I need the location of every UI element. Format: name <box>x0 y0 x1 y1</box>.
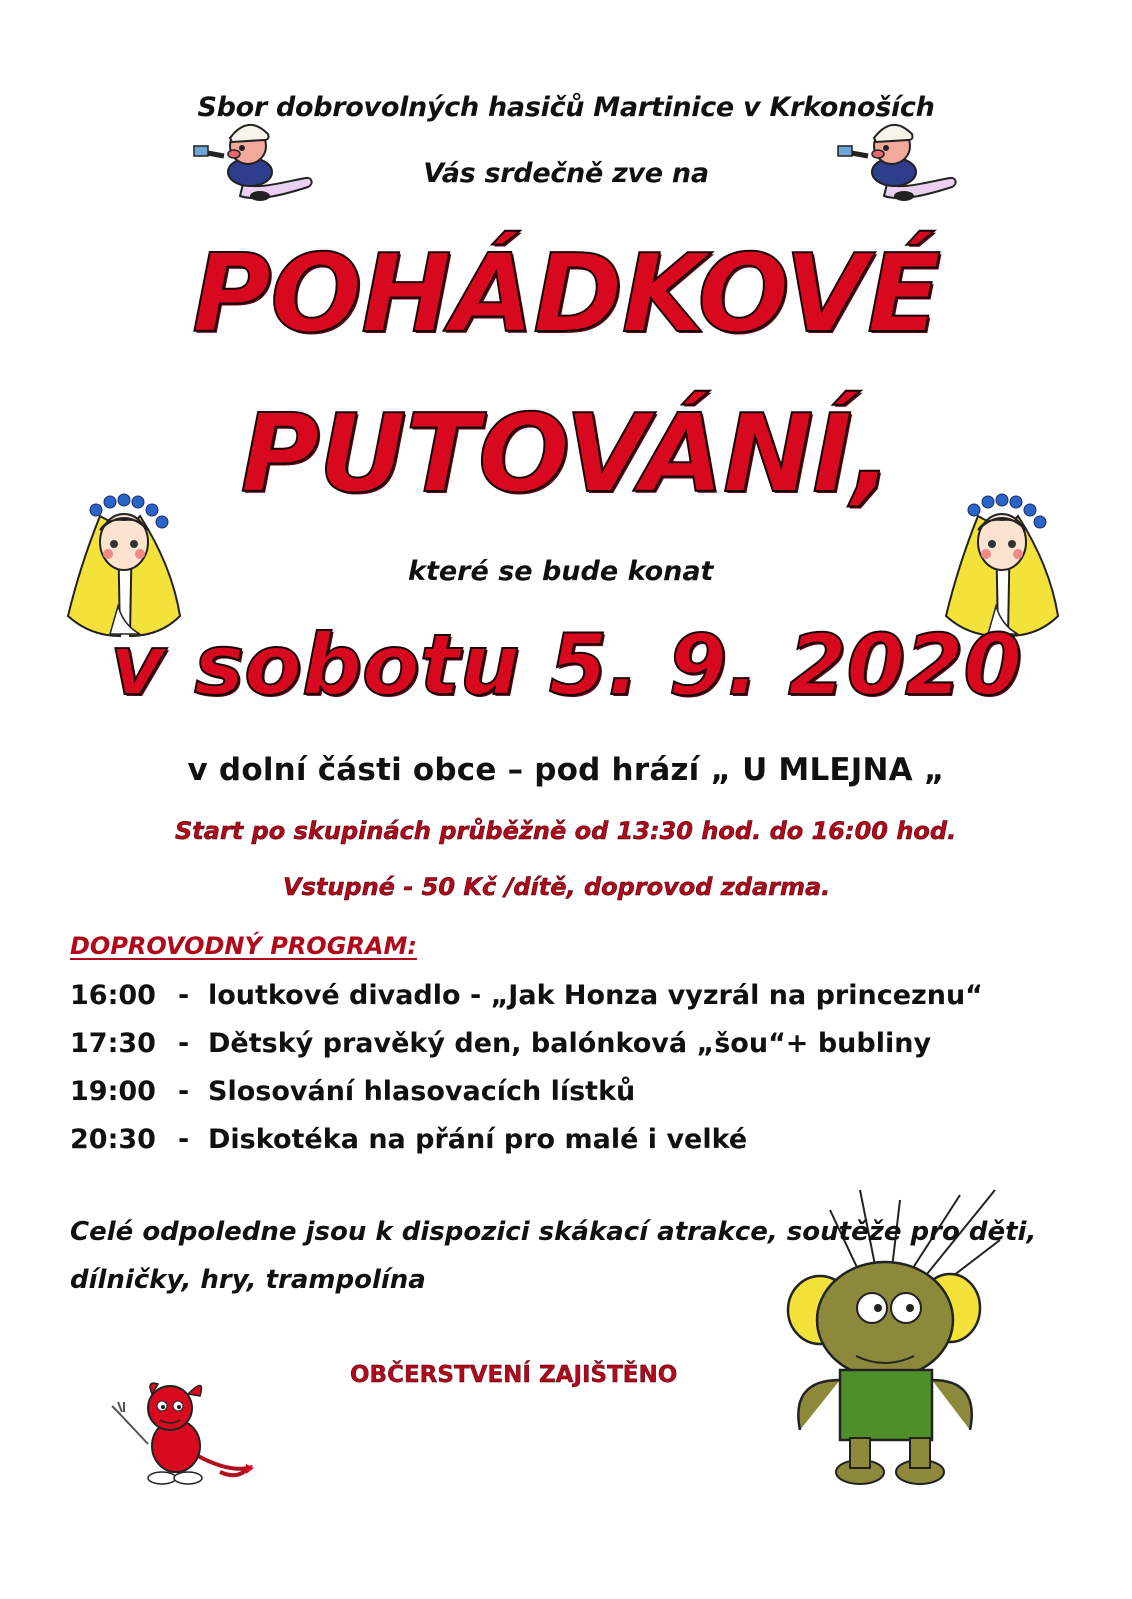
program-description: Diskotéka na přání pro malé i velké <box>208 1124 748 1155</box>
program-description: Slosování hlasovacích lístků <box>208 1076 636 1107</box>
title-line-2: PUTOVÁNÍ, <box>240 392 892 517</box>
program-item <box>70 980 983 1028</box>
activities-line-2: dílničky, hry, trampolína <box>70 1265 426 1295</box>
program-list <box>70 980 983 1172</box>
program-description: Dětský pravěký den, balónková „šou“+ bubliny <box>208 1028 932 1059</box>
organizer-line: Sbor dobrovolných hasičů Martinice v Krkonoších <box>197 92 935 123</box>
program-dash: - <box>178 980 190 1011</box>
program-item <box>70 1028 983 1076</box>
program-dash: - <box>178 1124 190 1155</box>
start-info: Start po skupinách průběžně od 13:30 hod. do 16:00 hod. <box>175 817 957 845</box>
program-dash: - <box>178 1076 190 1107</box>
program-time: 19:00 <box>70 1076 156 1107</box>
title-line-1: POHÁDKOVÉ <box>192 232 940 357</box>
event-location: v dolní části obce – pod hrází „ U MLEJNA „ <box>187 752 945 788</box>
program-time: 17:30 <box>70 1028 156 1059</box>
program-heading: DOPROVODNÝ PROGRAM: <box>70 932 417 960</box>
program-item <box>70 1124 983 1172</box>
program-description: loutkové divadlo - „Jak Honza vyzrál na princeznu“ <box>208 980 983 1011</box>
program-dash: - <box>178 1028 190 1059</box>
program-time: 16:00 <box>70 980 156 1011</box>
program-item <box>70 1076 983 1124</box>
entry-fee: Vstupné - 50 Kč /dítě, doprovod zdarma. <box>283 873 831 901</box>
program-time: 20:30 <box>70 1124 156 1155</box>
invite-line: Vás srdečně zve na <box>423 158 709 189</box>
will-be-held-line: které se bude konat <box>408 556 714 587</box>
refreshments-note: OBČERSTVENÍ ZAJIŠTĚNO <box>350 1362 678 1388</box>
activities-line-1: Celé odpoledne jsou k dispozici skákací atrakce, soutěže pro děti, <box>70 1217 1037 1247</box>
devil-cartoon-icon <box>108 1372 258 1492</box>
event-date: v sobotu 5. 9. 2020 <box>110 616 1022 714</box>
